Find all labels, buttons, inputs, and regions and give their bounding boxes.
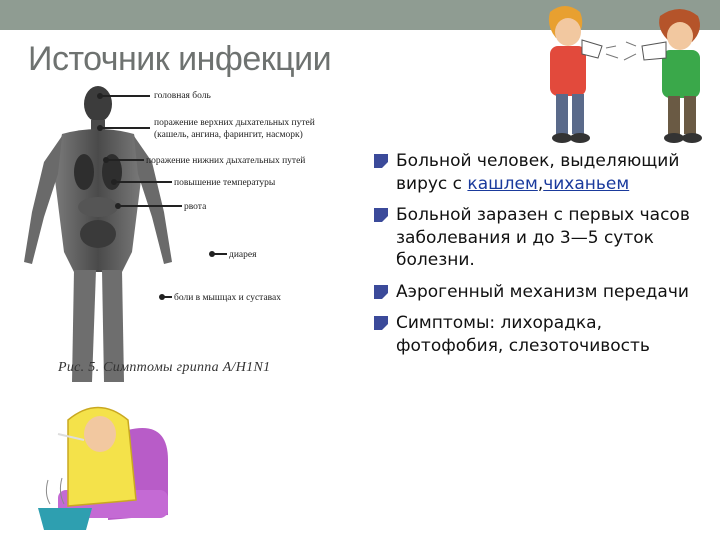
symptom-label: рвота <box>184 202 207 212</box>
symptom-label: головная боль <box>154 91 211 101</box>
sneeze-link[interactable]: чиханьем <box>543 173 630 194</box>
cough-link[interactable]: кашлем <box>467 173 538 194</box>
sick-person-armchair-clipart <box>18 390 188 535</box>
bullet-item <box>374 312 714 357</box>
sneezing-people-clipart <box>520 2 720 150</box>
bullet-item <box>374 204 714 272</box>
symptom-label: диарея <box>229 250 257 260</box>
checkbox-bullet-icon <box>374 208 388 222</box>
symptom-label: (кашель, ангина, фарингит, насморк) <box>154 130 303 140</box>
symptom-label: поражение нижних дыхательных путей <box>146 156 306 166</box>
bullet-list <box>374 150 714 366</box>
bullet-text: Больной заразен с первых часов заболевания и до 3—5 суток болезни. <box>396 205 690 270</box>
bullet-text: Аэрогенный механизм передачи <box>396 281 689 302</box>
symptom-label: поражение верхних дыхательных путей <box>154 118 315 128</box>
checkbox-bullet-icon <box>374 154 388 168</box>
slide-title: Источник инфекции <box>28 40 332 78</box>
symptom-label: повышение температуры <box>174 178 276 188</box>
bullet-separator: , <box>537 173 544 194</box>
bullet-text: Больной человек, выделяющий вирус с <box>396 151 680 194</box>
checkbox-bullet-icon <box>374 285 388 299</box>
flu-symptoms-diagram <box>22 82 362 382</box>
bullet-item <box>374 150 714 195</box>
bullet-item <box>374 281 714 304</box>
symptom-label: боли в мышцах и суставах <box>174 293 281 303</box>
diagram-caption: Рис. 5. Симптомы гриппа A/H1N1 <box>58 360 271 375</box>
bullet-text: Симптомы: лихорадка, фотофобия, слезоточивость <box>396 313 650 356</box>
checkbox-bullet-icon <box>374 316 388 330</box>
